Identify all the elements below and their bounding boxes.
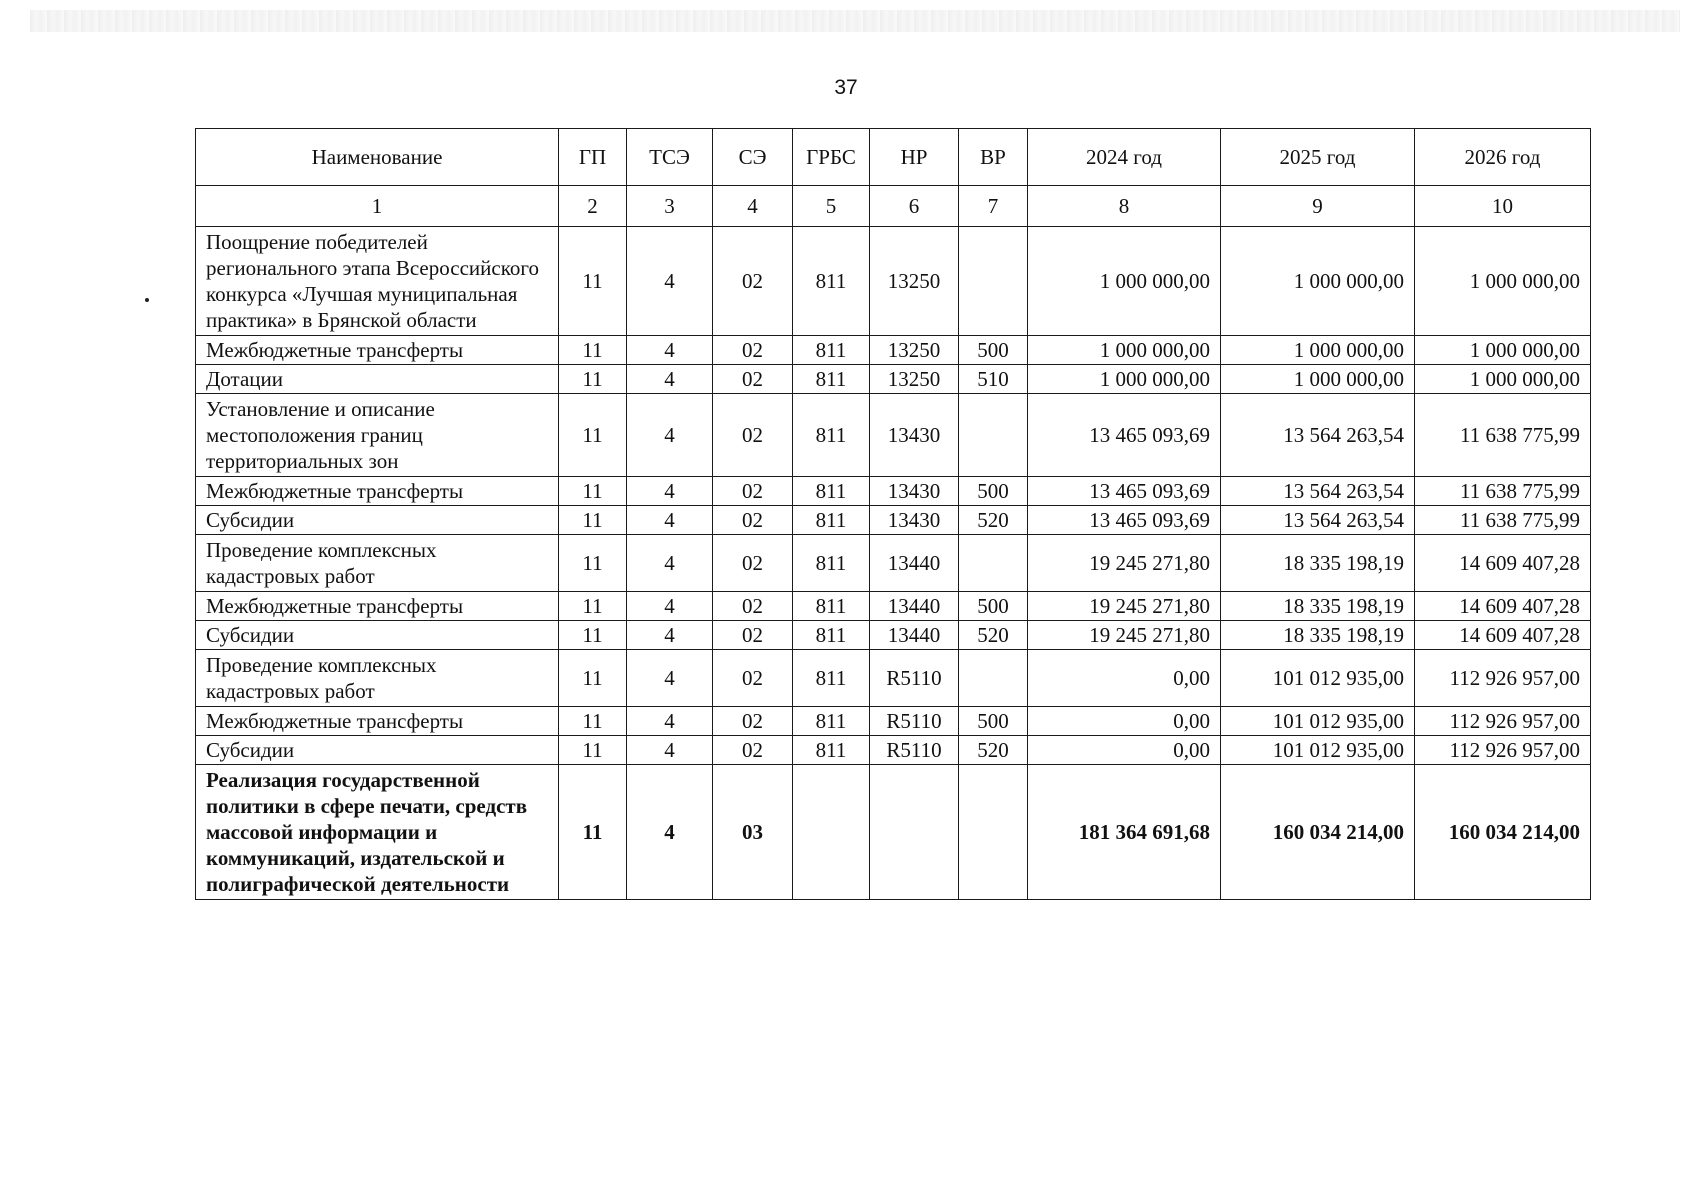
cell-2026: 14 609 407,28 [1415, 621, 1591, 650]
cell-2026: 1 000 000,00 [1415, 365, 1591, 394]
cell-grbs: 811 [793, 650, 870, 707]
cell-2024: 13 465 093,69 [1028, 506, 1221, 535]
table-row [196, 477, 1591, 506]
cell-2024: 181 364 691,68 [1028, 765, 1221, 900]
header-2026: 2026 год [1415, 129, 1591, 186]
cell-2026: 1 000 000,00 [1415, 227, 1591, 336]
cell-2026: 11 638 775,99 [1415, 506, 1591, 535]
cell-2024: 13 465 093,69 [1028, 477, 1221, 506]
cell-se: 02 [713, 477, 793, 506]
cell-2025: 1 000 000,00 [1221, 227, 1415, 336]
column-number: 6 [870, 186, 959, 227]
cell-gp: 11 [559, 394, 627, 477]
table-row [196, 650, 1591, 707]
cell-2024: 1 000 000,00 [1028, 365, 1221, 394]
cell-vr [959, 394, 1028, 477]
cell-gp: 11 [559, 736, 627, 765]
cell-tse: 4 [627, 336, 713, 365]
table-row [196, 736, 1591, 765]
cell-grbs: 811 [793, 592, 870, 621]
cell-se: 03 [713, 765, 793, 900]
cell-name: Поощрение победителей регионального этапа Всероссийского конкурса «Лучшая муниципальная практика» в Брянской области [196, 227, 559, 336]
cell-2026: 11 638 775,99 [1415, 477, 1591, 506]
cell-tse: 4 [627, 477, 713, 506]
column-number: 5 [793, 186, 870, 227]
cell-tse: 4 [627, 506, 713, 535]
cell-gp: 11 [559, 227, 627, 336]
header-tse: ТСЭ [627, 129, 713, 186]
header-gp: ГП [559, 129, 627, 186]
header-grbs: ГРБС [793, 129, 870, 186]
cell-name: Дотации [196, 365, 559, 394]
table-row [196, 765, 1591, 900]
cell-2024: 0,00 [1028, 736, 1221, 765]
table-row [196, 621, 1591, 650]
table-row [196, 535, 1591, 592]
cell-se: 02 [713, 736, 793, 765]
cell-vr [959, 535, 1028, 592]
header-vr: ВР [959, 129, 1028, 186]
cell-name: Межбюджетные трансферты [196, 707, 559, 736]
cell-nr: R5110 [870, 707, 959, 736]
cell-name: Межбюджетные трансферты [196, 336, 559, 365]
cell-2025: 101 012 935,00 [1221, 650, 1415, 707]
cell-2026: 112 926 957,00 [1415, 650, 1591, 707]
cell-nr: 13430 [870, 506, 959, 535]
cell-tse: 4 [627, 394, 713, 477]
cell-se: 02 [713, 621, 793, 650]
cell-nr: 13430 [870, 477, 959, 506]
cell-tse: 4 [627, 765, 713, 900]
cell-nr: R5110 [870, 736, 959, 765]
column-number: 7 [959, 186, 1028, 227]
cell-2024: 19 245 271,80 [1028, 592, 1221, 621]
cell-vr: 510 [959, 365, 1028, 394]
cell-gp: 11 [559, 621, 627, 650]
cell-gp: 11 [559, 650, 627, 707]
cell-nr: 13250 [870, 336, 959, 365]
table-body [196, 227, 1591, 900]
table-row [196, 365, 1591, 394]
cell-2024: 0,00 [1028, 707, 1221, 736]
budget-table [195, 128, 1591, 900]
cell-name: Межбюджетные трансферты [196, 592, 559, 621]
cell-2025: 18 335 198,19 [1221, 621, 1415, 650]
column-number: 9 [1221, 186, 1415, 227]
cell-2025: 101 012 935,00 [1221, 707, 1415, 736]
cell-name: Проведение комплексных кадастровых работ [196, 650, 559, 707]
cell-tse: 4 [627, 621, 713, 650]
cell-name: Субсидии [196, 506, 559, 535]
cell-2024: 19 245 271,80 [1028, 621, 1221, 650]
table-row [196, 227, 1591, 336]
header-nr: НР [870, 129, 959, 186]
cell-se: 02 [713, 336, 793, 365]
cell-vr: 520 [959, 736, 1028, 765]
cell-gp: 11 [559, 707, 627, 736]
cell-grbs: 811 [793, 336, 870, 365]
cell-vr: 520 [959, 506, 1028, 535]
cell-2026: 1 000 000,00 [1415, 336, 1591, 365]
cell-tse: 4 [627, 650, 713, 707]
cell-gp: 11 [559, 592, 627, 621]
scan-dot [145, 298, 149, 302]
cell-vr: 500 [959, 336, 1028, 365]
cell-2024: 19 245 271,80 [1028, 535, 1221, 592]
cell-gp: 11 [559, 506, 627, 535]
column-number: 4 [713, 186, 793, 227]
cell-se: 02 [713, 707, 793, 736]
cell-2026: 160 034 214,00 [1415, 765, 1591, 900]
cell-name: Межбюджетные трансферты [196, 477, 559, 506]
cell-grbs: 811 [793, 506, 870, 535]
cell-2025: 160 034 214,00 [1221, 765, 1415, 900]
column-number: 10 [1415, 186, 1591, 227]
column-number-row [196, 186, 1591, 227]
cell-gp: 11 [559, 765, 627, 900]
cell-nr: 13440 [870, 621, 959, 650]
header-2024: 2024 год [1028, 129, 1221, 186]
cell-name: Установление и описание местоположения границ территориальных зон [196, 394, 559, 477]
table-row [196, 707, 1591, 736]
cell-vr: 500 [959, 477, 1028, 506]
cell-2025: 18 335 198,19 [1221, 592, 1415, 621]
cell-2024: 13 465 093,69 [1028, 394, 1221, 477]
cell-nr: 13250 [870, 365, 959, 394]
scan-edge-artifact [30, 10, 1680, 32]
cell-grbs: 811 [793, 707, 870, 736]
cell-nr: 13250 [870, 227, 959, 336]
cell-nr: 13440 [870, 535, 959, 592]
header-2025: 2025 год [1221, 129, 1415, 186]
cell-vr [959, 227, 1028, 336]
cell-vr: 500 [959, 592, 1028, 621]
table-row [196, 592, 1591, 621]
cell-2026: 14 609 407,28 [1415, 535, 1591, 592]
cell-nr: 13430 [870, 394, 959, 477]
cell-name: Субсидии [196, 621, 559, 650]
cell-2025: 1 000 000,00 [1221, 365, 1415, 394]
cell-gp: 11 [559, 336, 627, 365]
header-se: СЭ [713, 129, 793, 186]
cell-2025: 1 000 000,00 [1221, 336, 1415, 365]
table-row [196, 394, 1591, 477]
cell-2026: 112 926 957,00 [1415, 736, 1591, 765]
cell-tse: 4 [627, 707, 713, 736]
cell-2025: 13 564 263,54 [1221, 506, 1415, 535]
cell-gp: 11 [559, 477, 627, 506]
cell-tse: 4 [627, 227, 713, 336]
cell-gp: 11 [559, 535, 627, 592]
table-row [196, 336, 1591, 365]
cell-name: Субсидии [196, 736, 559, 765]
cell-tse: 4 [627, 365, 713, 394]
cell-se: 02 [713, 227, 793, 336]
cell-tse: 4 [627, 736, 713, 765]
cell-se: 02 [713, 592, 793, 621]
cell-grbs [793, 765, 870, 900]
cell-2024: 1 000 000,00 [1028, 227, 1221, 336]
column-number: 2 [559, 186, 627, 227]
cell-2026: 112 926 957,00 [1415, 707, 1591, 736]
cell-vr [959, 765, 1028, 900]
cell-grbs: 811 [793, 477, 870, 506]
header-row [196, 129, 1591, 186]
cell-grbs: 811 [793, 535, 870, 592]
cell-2025: 13 564 263,54 [1221, 394, 1415, 477]
cell-nr: 13440 [870, 592, 959, 621]
cell-name: Проведение комплексных кадастровых работ [196, 535, 559, 592]
cell-name: Реализация государственной политики в сфере печати, средств массовой информации и коммуникаций, издательской и полиграфической деятельности [196, 765, 559, 900]
cell-vr: 520 [959, 621, 1028, 650]
cell-grbs: 811 [793, 365, 870, 394]
cell-se: 02 [713, 365, 793, 394]
cell-se: 02 [713, 506, 793, 535]
cell-grbs: 811 [793, 736, 870, 765]
cell-nr: R5110 [870, 650, 959, 707]
cell-grbs: 811 [793, 394, 870, 477]
cell-gp: 11 [559, 365, 627, 394]
column-number: 3 [627, 186, 713, 227]
cell-2025: 18 335 198,19 [1221, 535, 1415, 592]
column-number: 8 [1028, 186, 1221, 227]
cell-se: 02 [713, 535, 793, 592]
cell-2026: 11 638 775,99 [1415, 394, 1591, 477]
cell-2025: 13 564 263,54 [1221, 477, 1415, 506]
cell-tse: 4 [627, 592, 713, 621]
cell-grbs: 811 [793, 621, 870, 650]
cell-se: 02 [713, 650, 793, 707]
table-row [196, 506, 1591, 535]
cell-vr [959, 650, 1028, 707]
column-number: 1 [196, 186, 559, 227]
cell-2024: 0,00 [1028, 650, 1221, 707]
cell-grbs: 811 [793, 227, 870, 336]
cell-vr: 500 [959, 707, 1028, 736]
cell-nr [870, 765, 959, 900]
cell-se: 02 [713, 394, 793, 477]
page-number: 37 [834, 76, 858, 99]
header-name: Наименование [196, 129, 559, 186]
cell-2026: 14 609 407,28 [1415, 592, 1591, 621]
cell-2025: 101 012 935,00 [1221, 736, 1415, 765]
cell-tse: 4 [627, 535, 713, 592]
cell-2024: 1 000 000,00 [1028, 336, 1221, 365]
